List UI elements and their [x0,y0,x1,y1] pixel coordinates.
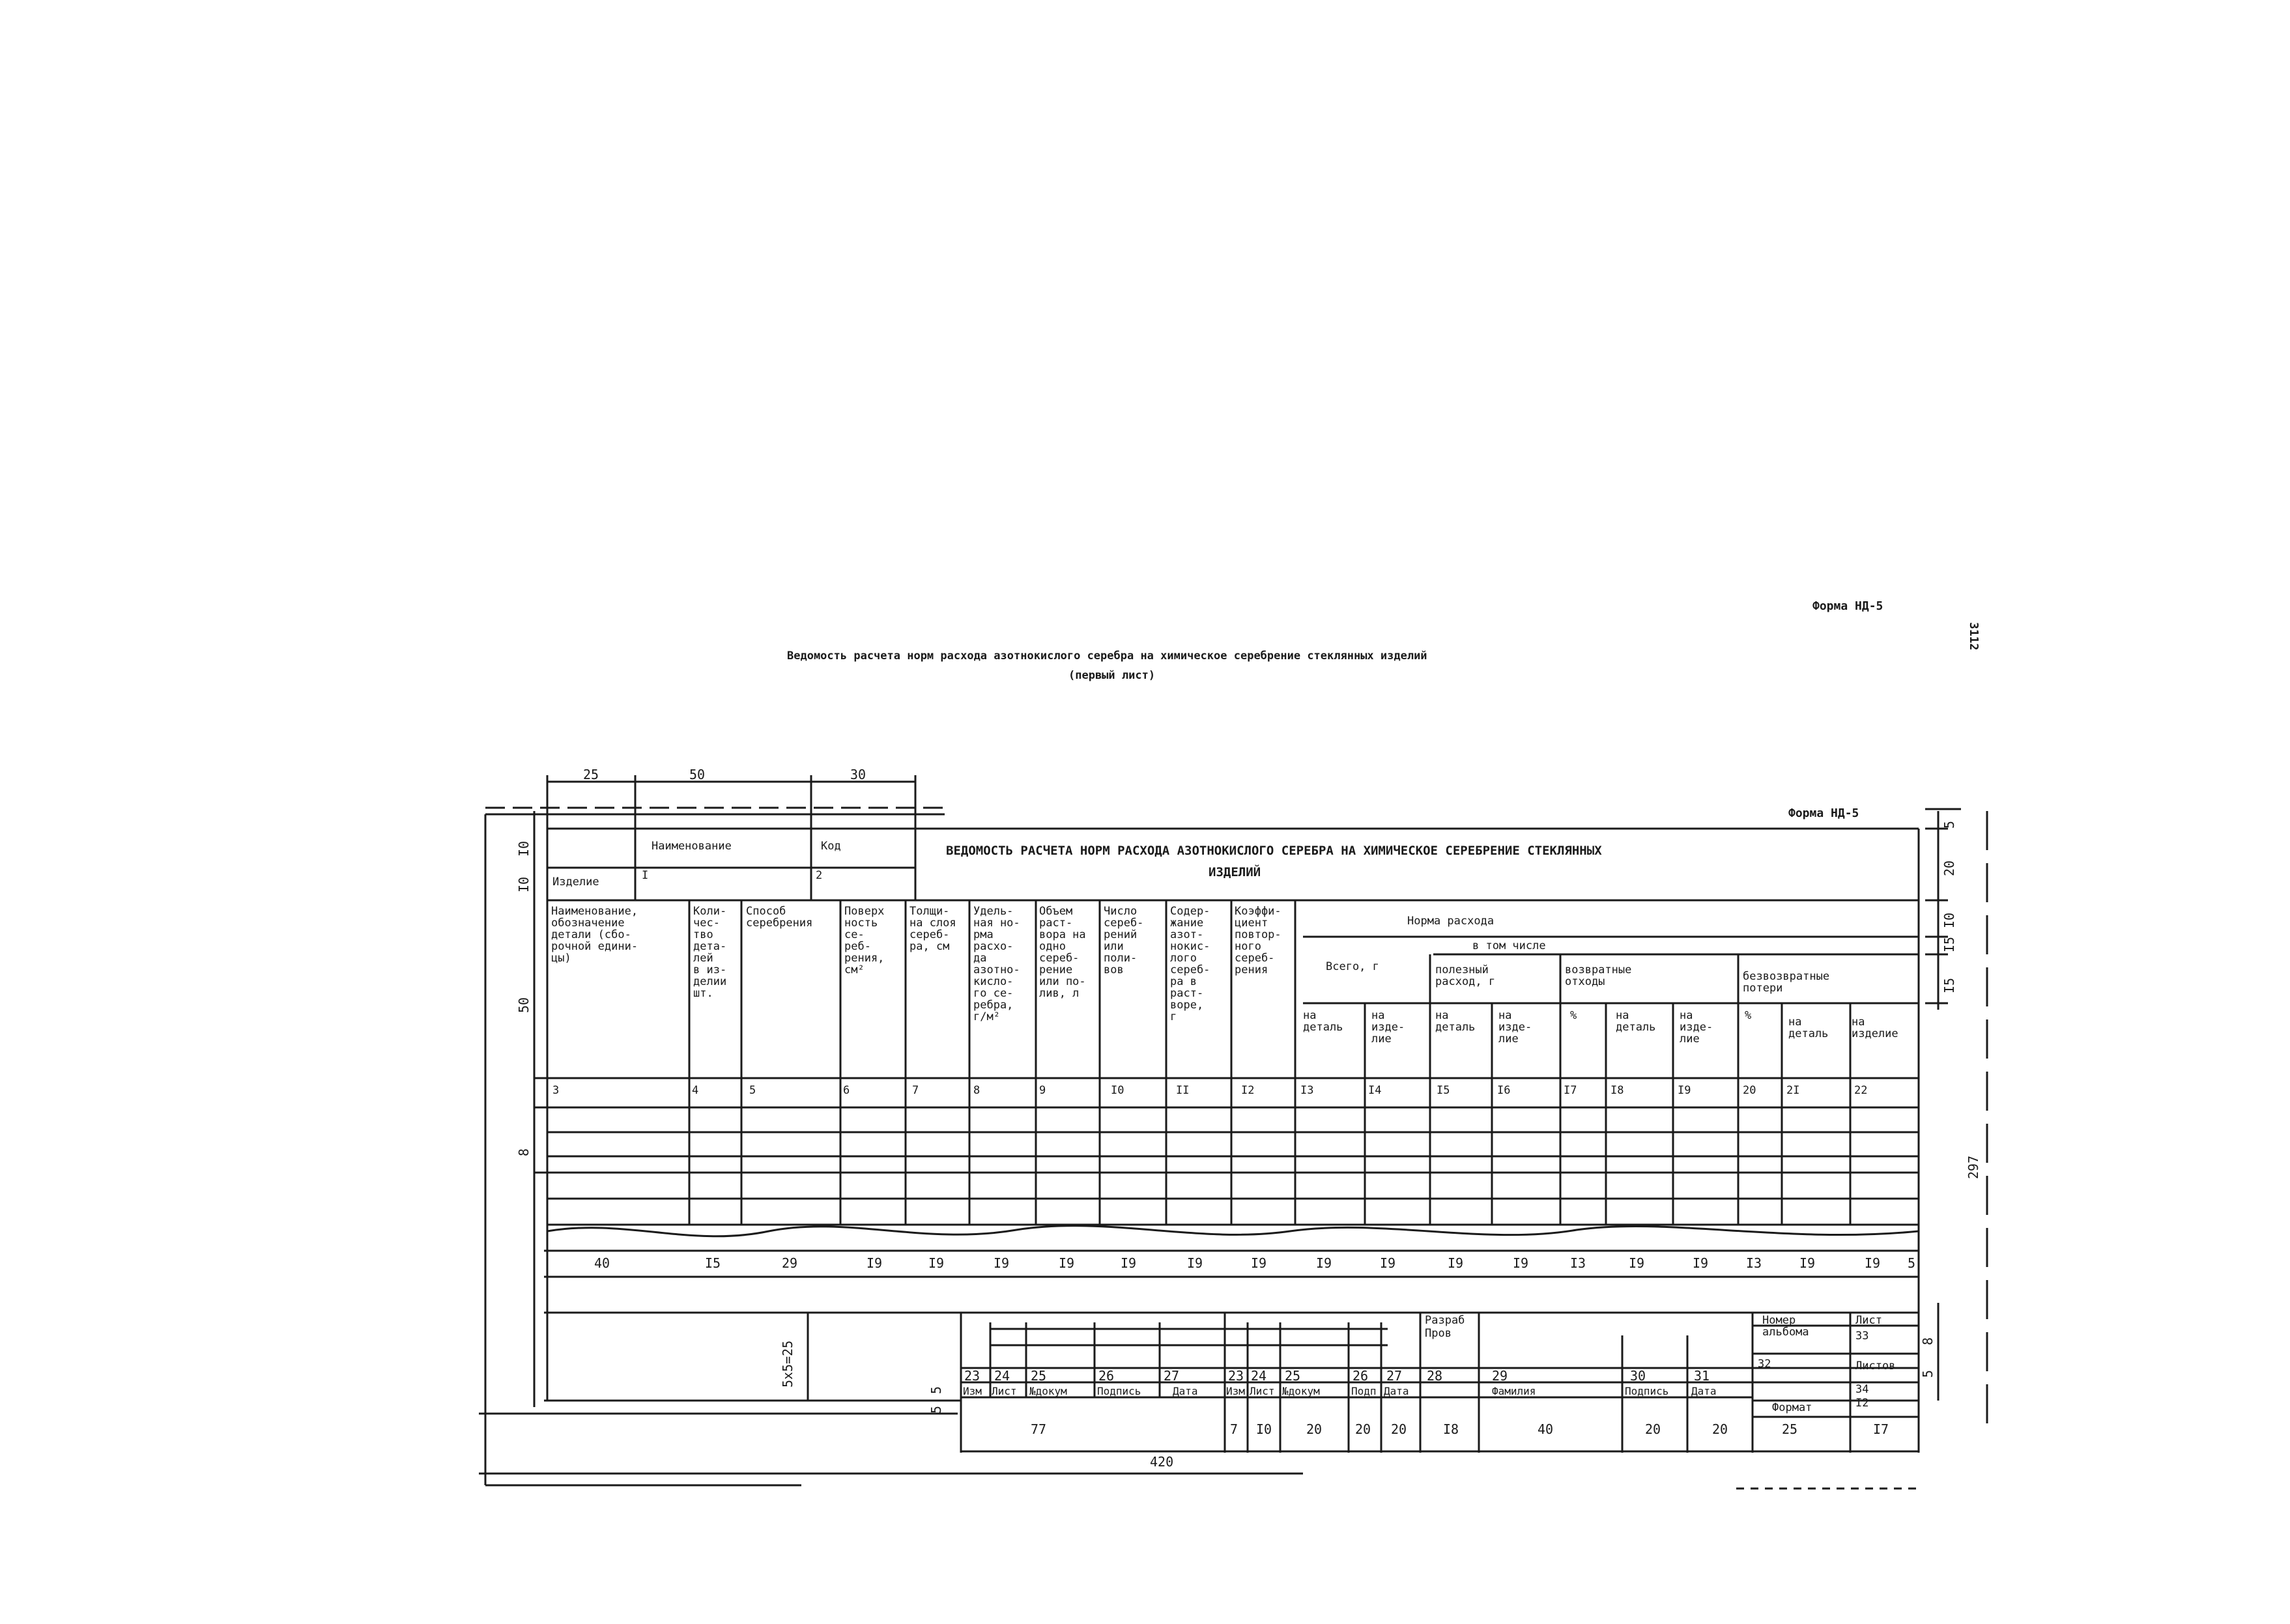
stamp-prov: Пров [1425,1327,1452,1340]
stamp-num: 31 [1694,1368,1710,1384]
stamp-data3: Дата [1691,1385,1717,1397]
dim-edge-5: 5 [1908,1255,1916,1271]
field-2: 2 [816,869,823,882]
dim-top: 50 [689,767,706,782]
dim-top: 30 [850,767,866,782]
dim-left: I0 [516,840,532,857]
vozvratnye-label: возвратные отходы [1565,963,1632,988]
col-number: I7 [1564,1084,1577,1097]
col-number: 8 [973,1084,980,1097]
col-number: I0 [1111,1084,1124,1097]
stamp-n32: 32 [1758,1358,1771,1371]
col-width: I9 [1121,1255,1137,1271]
poleznyi-label: полезный расход, г [1435,963,1496,988]
col-number: I8 [1610,1084,1624,1097]
col-width: I9 [1629,1255,1645,1271]
stamp-podp2: Подп [1351,1385,1377,1397]
col-width: I9 [1187,1255,1203,1271]
dim-left-bottom: 5 [928,1386,944,1394]
col-width: I5 [705,1255,721,1271]
vsego-label: Всего, г [1326,960,1379,973]
dim-bottom: 20 [1645,1421,1661,1437]
percent-1: % [1570,1009,1577,1022]
col-number: 3 [552,1084,560,1097]
bezvozvratnye-label: безвозвратные потери [1743,970,1830,995]
dim-bottom: 77 [1031,1421,1047,1437]
dim-right: I0 [1941,912,1957,928]
stamp-num: 23 [964,1368,980,1384]
dim-bottom: 25 [1782,1421,1798,1437]
stamp-podpis3: Подпись [1625,1385,1669,1397]
col-width: I3 [1746,1255,1762,1271]
stamp-num: 27 [1164,1368,1180,1384]
dim-bottom: I0 [1256,1421,1272,1437]
dim-bottom: 20 [1391,1421,1407,1437]
col-header-8: Число сереб- рений или поли- вов [1104,905,1144,976]
col-width: 29 [782,1255,798,1271]
col-number: 9 [1039,1084,1046,1097]
dim-right: 297 [1966,1155,1981,1179]
dim-bottom: 20 [1355,1421,1371,1437]
dim-right-bottom: 5 [1920,1369,1936,1378]
page-title: Ведомость расчета норм расхода азотнокислого серебра на химическое серебрение стеклянных изделий [787,649,1427,662]
col-header-4: Поверх ность се- реб- рения, см² [844,905,885,976]
na-detal-2: на деталь [1435,1009,1476,1034]
stamp-n34: 34 [1855,1383,1869,1396]
col-width: I3 [1570,1255,1586,1271]
col-header-10: Коэффи- циент повтор- ного сереб- рения [1235,905,1281,976]
stamp-podpis1: Подпись [1097,1385,1141,1397]
percent-2: % [1745,1009,1752,1022]
col-width: I9 [1316,1255,1332,1271]
col-width: I9 [1865,1255,1881,1271]
col-width: I9 [1059,1255,1075,1271]
stamp-n12: I2 [1855,1397,1869,1410]
stamp-list1: Лист [992,1385,1017,1397]
col-number: II [1176,1084,1190,1097]
stamp-num: 30 [1630,1368,1646,1384]
dim-right-bottom: 8 [1920,1337,1936,1345]
stamp-izm1: Изм [963,1385,982,1397]
dim-bottom: 20 [1712,1421,1728,1437]
stamp-familiya: Фамилия [1492,1385,1536,1397]
na-detal-3: на деталь [1616,1009,1656,1034]
col-number: I9 [1678,1084,1691,1097]
na-detal-4: на деталь [1788,1016,1829,1040]
col-header-3: Способ серебрения [746,905,813,930]
dim-left-bottom: 5x5=25 [780,1340,795,1388]
dim-right: I5 [1941,936,1957,952]
dim-bottom: I7 [1873,1421,1889,1437]
v-tom-chisle: в том числе [1472,939,1546,952]
stamp-list2: Лист [1250,1385,1275,1397]
col-width: 40 [594,1255,610,1271]
stamp-num: 23 [1228,1368,1244,1384]
stamp-num: 24 [994,1368,1010,1384]
page-subtitle: (первый лист) [1068,669,1156,682]
stamp-listov: Листов [1855,1360,1896,1373]
stamp-izm2: Изм [1226,1385,1245,1397]
na-izdelie-1: на изде- лие [1371,1009,1405,1046]
col-number: I5 [1437,1084,1450,1097]
col-header-2: Коли- чес- тво дета- лей в из- делии шт. [693,905,727,1000]
table-title-2: ИЗДЕЛИЙ [1209,865,1261,879]
col-number: 6 [843,1084,850,1097]
dim-top: 25 [583,767,599,782]
corner-code: 3112 [1967,622,1981,651]
dim-left: 50 [516,997,532,1013]
col-number: 22 [1854,1084,1868,1097]
col-width: I9 [866,1255,883,1271]
col-header-5: Толщи- на слоя сереб- ра, см [909,905,956,953]
dim-bottom: I8 [1443,1421,1459,1437]
dim-left: 8 [516,1148,532,1156]
col-header-9: Содер- жание азот- нокис- лого сереб- ра в раст- воре, г [1170,905,1210,1023]
form-label-inner: Форма НД-5 [1788,806,1859,820]
stamp-ndokum2: №докум [1282,1385,1320,1397]
col-width: I9 [1251,1255,1267,1271]
col-width: I9 [994,1255,1010,1271]
table-title: ВЕДОМОСТЬ РАСЧЕТА НОРМ РАСХОДА АЗОТНОКИСЛОГО СЕРЕБРА НА ХИМИЧЕСКОЕ СЕРЕБРЕНИЕ СТЕКЛЯННЫХ [946,844,1602,858]
col-header-1: Наименование, обозначение детали (сбо- рочной едини- цы) [551,905,638,965]
dim-bottom: 7 [1230,1421,1238,1437]
col-number: 4 [692,1084,699,1097]
col-width: I9 [928,1255,945,1271]
stamp-num: 26 [1353,1368,1369,1384]
stamp-format: Формат [1772,1401,1812,1414]
col-number: I2 [1241,1084,1255,1097]
stamp-num: 25 [1031,1368,1047,1384]
stamp-num: 24 [1251,1368,1267,1384]
stamp-num: 25 [1285,1368,1301,1384]
na-izdelie-2: на изде- лие [1498,1009,1532,1046]
col-width: I9 [1799,1255,1816,1271]
stamp-num: 26 [1098,1368,1115,1384]
form-label-top: Форма НД-5 [1812,599,1883,613]
col-number: 5 [749,1084,756,1097]
na-detal-1: на деталь [1303,1009,1343,1034]
izdelie-label: Изделие [552,876,599,889]
dim-bottom: 40 [1538,1421,1554,1437]
col-width: I9 [1513,1255,1529,1271]
na-izdelie-4: на изделие [1852,1016,1898,1040]
naimenovanie-label: Наименование [651,840,732,853]
col-header-6: Удель- ная но- рма расхо- да азотно- кисло- го се- ребра, г/м² [973,905,1020,1023]
col-number: 2I [1786,1084,1800,1097]
col-number: 20 [1743,1084,1756,1097]
col-header-7: Объем раст- вора на одно сереб- рение или по- лив, л [1039,905,1086,1000]
col-width: I9 [1693,1255,1709,1271]
dim-right: 20 [1941,860,1957,876]
na-izdelie-3: на изде- лие [1680,1009,1713,1046]
stamp-nomer-alboma: Номер альбома [1762,1314,1809,1339]
stamp-list: Лист [1855,1314,1882,1327]
stamp-razrab: Разраб [1425,1314,1465,1327]
col-width: I9 [1380,1255,1396,1271]
dim-right: I5 [1941,977,1957,993]
stamp-data2: Дата [1384,1385,1409,1397]
field-1: I [642,869,649,882]
col-number: I6 [1497,1084,1511,1097]
col-number: I4 [1368,1084,1382,1097]
stamp-num: 27 [1386,1368,1403,1384]
dim-total-width: 420 [1150,1454,1174,1470]
col-width: I9 [1448,1255,1464,1271]
col-number: I3 [1300,1084,1314,1097]
dim-left-bottom: 5 [928,1405,944,1414]
dim-bottom: 20 [1306,1421,1323,1437]
norma-title: Норма расхода [1407,915,1495,928]
stamp-num: 28 [1427,1368,1443,1384]
col-number: 7 [912,1084,919,1097]
dim-left: I0 [516,876,532,892]
stamp-ndokum1: №докум [1029,1385,1067,1397]
stamp-data1: Дата [1173,1385,1198,1397]
kod-label: Код [821,840,841,853]
stamp-n33: 33 [1855,1330,1869,1343]
dim-right: 5 [1941,820,1957,829]
stamp-num: 29 [1492,1368,1508,1384]
